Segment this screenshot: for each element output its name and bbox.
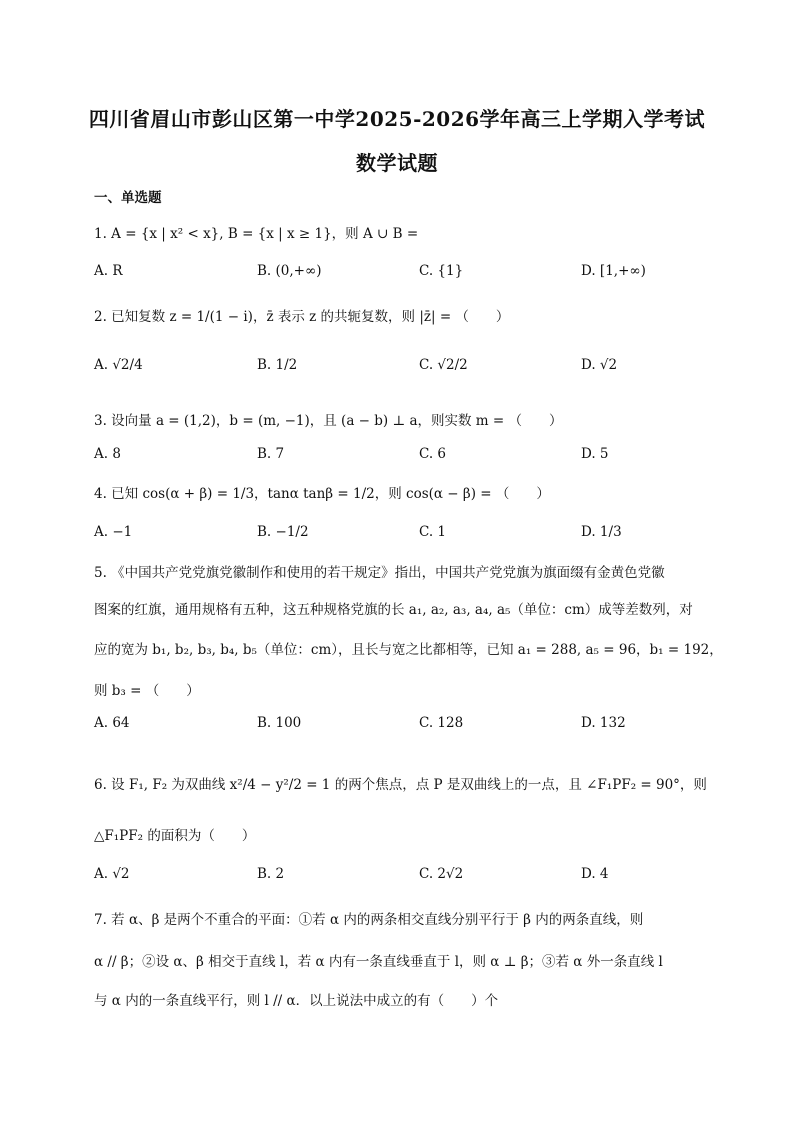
q1-option-d: D. [1,+∞) [581, 263, 646, 279]
q2-option-d: D. √2 [581, 357, 618, 373]
q5-option-a: A. 64 [94, 715, 130, 731]
q3-option-a: A. 8 [94, 446, 121, 462]
q3-option-d: D. 5 [581, 446, 609, 462]
q1-option-c: C. {1} [419, 263, 464, 279]
exam-title: 四川省眉山市彭山区第一中学2025-2026学年高三上学期入学考试 [88, 107, 706, 131]
q4-option-b: B. −1/2 [257, 524, 309, 540]
q2-option-c: C. √2/2 [419, 357, 468, 373]
q4-option-c: C. 1 [419, 524, 447, 540]
question-7-line-3: 与 α 内的一条直线平行，则 l // α．以上说法中成立的有（ ）个 [94, 993, 499, 1009]
question-6-line-1: 6. 设 F₁, F₂ 为双曲线 x²/4 − y²/2 = 1 的两个焦点，点 P 是双曲线上的一点，且 ∠F₁PF₂ = 90°，则 [94, 777, 707, 793]
q6-option-d: D. 4 [581, 866, 609, 882]
question-1: 1. A = {x | x² < x}, B = {x | x ≥ 1}，则 A ∪ B = [94, 226, 419, 242]
question-4: 4. 已知 cos(α + β) = 1/3，tanα tanβ = 1/2，则 cos(α − β) = （ ） [94, 486, 550, 502]
section-heading: 一、单选题 [94, 190, 162, 206]
exam-subtitle: 数学试题 [356, 151, 438, 175]
question-7-line-1: 7. 若 α、β 是两个不重合的平面：①若 α 内的两条相交直线分别平行于 β 内的两条直线，则 [94, 912, 644, 928]
question-7-line-2: α // β；②设 α、β 相交于直线 l，若 α 内有一条直线垂直于 l，则 α ⊥ β；③若 α 外一条直线 l [94, 954, 663, 970]
question-5-line-3: 应的宽为 b₁, b₂, b₃, b₄, b₅（单位：cm），且长与宽之比都相等，已知 a₁ = 288, a₅ = 96，b₁ = 192， [94, 642, 723, 658]
q2-option-b: B. 1/2 [257, 357, 298, 373]
q5-option-c: C. 128 [419, 715, 464, 731]
question-3: 3. 设向量 a = (1,2)，b = (m, −1)，且 (a − b) ⊥ a，则实数 m = （ ） [94, 413, 563, 429]
q2-option-a: A. √2/4 [94, 357, 143, 373]
q4-option-a: A. −1 [94, 524, 133, 540]
q3-option-c: C. 6 [419, 446, 447, 462]
q5-option-b: B. 100 [257, 715, 302, 731]
q3-option-b: B. 7 [257, 446, 285, 462]
q1-option-b: B. (0,+∞) [257, 263, 322, 279]
question-5-line-4: 则 b₃ = （ ） [94, 683, 200, 699]
question-5-line-2: 图案的红旗，通用规格有五种，这五种规格党旗的长 a₁, a₂, a₃, a₄, a₅（单位：cm）成等差数列，对 [94, 602, 693, 618]
q4-option-d: D. 1/3 [581, 524, 622, 540]
question-2: 2. 已知复数 z = 1/(1 − i)，z̄ 表示 z 的共轭复数，则 |z̄| = （ ） [94, 309, 510, 325]
q5-option-d: D. 132 [581, 715, 626, 731]
q6-option-b: B. 2 [257, 866, 285, 882]
q6-option-a: A. √2 [94, 866, 130, 882]
question-5-line-1: 5. 《中国共产党党旗党徽制作和使用的若干规定》指出，中国共产党党旗为旗面缀有金黄色党徽 [94, 565, 665, 581]
q1-option-a: A. R [94, 263, 123, 279]
q6-option-c: C. 2√2 [419, 866, 464, 882]
question-6-line-2: △F₁PF₂ 的面积为（ ） [94, 828, 256, 844]
